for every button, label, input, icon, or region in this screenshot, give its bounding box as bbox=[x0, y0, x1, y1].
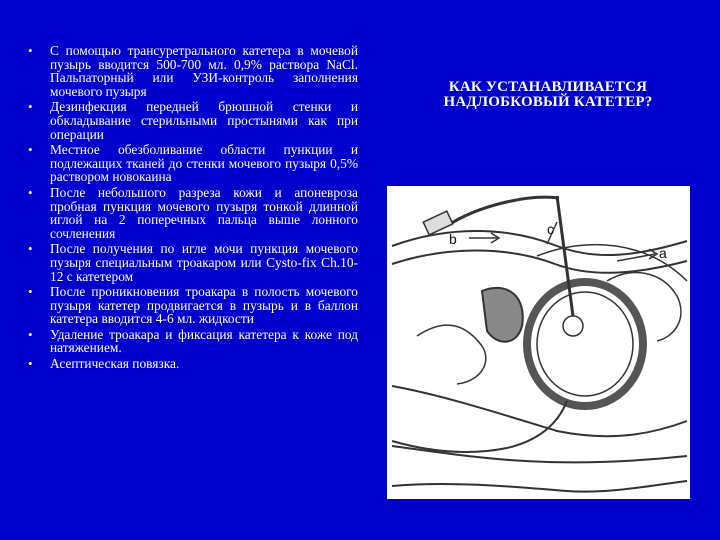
bladder-outer bbox=[527, 282, 643, 406]
bullet-text: Удаление троакара и фиксация катетера к коже под натяжением. bbox=[50, 326, 358, 356]
bullet-dot-icon: • bbox=[28, 241, 33, 257]
slide-title: КАК УСТАНАВЛИВАЕТСЯ НАДЛОБКОВЫЙ КАТЕТЕР? bbox=[443, 79, 653, 110]
bullet-text: После получения по игле мочи пункция мочевого пузыря специальным троакаром или Cysto-fix Ch.10-12 с катетером bbox=[50, 241, 358, 284]
catheter-tube bbox=[447, 197, 559, 226]
catheter-illustration bbox=[387, 186, 690, 499]
bullet-dot-icon: • bbox=[28, 43, 33, 58]
pelvic-floor bbox=[392, 386, 687, 436]
catheter-line bbox=[557, 196, 573, 316]
bullet-item bbox=[22, 285, 358, 326]
bullet-item bbox=[22, 186, 358, 240]
bullet-dot-icon: • bbox=[28, 142, 33, 158]
bullet-item bbox=[22, 100, 358, 141]
bullet-dot-icon: • bbox=[28, 326, 33, 342]
bullet-text: После проникновения троакара в полость мочевого пузыря катетер продвигается в пузырь и в баллон катетера вводится 4-6 мл. жидкости bbox=[50, 284, 358, 327]
label-a: a bbox=[659, 245, 667, 261]
bullet-dot-icon: • bbox=[28, 99, 33, 115]
bullet-dot-icon: • bbox=[28, 356, 33, 372]
bullet-item bbox=[22, 44, 358, 98]
bullet-list bbox=[22, 44, 358, 373]
bullet-dot-icon: • bbox=[28, 284, 33, 300]
bullet-text: Местное обезболивание области пункции и подлежащих тканей до стенки мочевого пузыря 0,5% раствором новокаина bbox=[50, 142, 358, 185]
bullet-item bbox=[22, 357, 358, 371]
bullet-item bbox=[22, 143, 358, 184]
perineum-contour bbox=[392, 481, 687, 492]
bullet-text: Асептическая повязка. bbox=[50, 356, 180, 372]
abdominal-wall bbox=[392, 251, 687, 273]
bullet-item bbox=[22, 328, 358, 355]
label-b: b bbox=[449, 231, 457, 247]
rectum bbox=[392, 446, 687, 462]
bullet-item bbox=[22, 242, 358, 283]
inner-contour bbox=[417, 325, 486, 384]
bullet-text: После небольшого разреза кожи и апоневроза пробная пункция мочевого пузыря тонкой длинной иглой на 2 поперечных пальца выше лонного сочленения bbox=[50, 184, 358, 241]
skin-contour bbox=[392, 231, 687, 255]
bullet-text: С помощью трансуретрального катетера в мочевой пузырь вводится 500-700 мл. 0,9% раствора NaCl. Пальпаторный или УЗИ-контроль заполнения мочевого пузыря bbox=[50, 43, 358, 99]
bullet-dot-icon: • bbox=[28, 184, 33, 200]
anatomy-drawing bbox=[387, 186, 690, 499]
balloon bbox=[563, 316, 583, 336]
pubic-bone bbox=[482, 288, 523, 342]
label-c: c bbox=[547, 221, 554, 237]
bullet-text: Дезинфекция передней брюшной стенки и обкладывание стерильными простынями как при операции bbox=[50, 99, 358, 142]
bladder-inner bbox=[537, 292, 633, 396]
